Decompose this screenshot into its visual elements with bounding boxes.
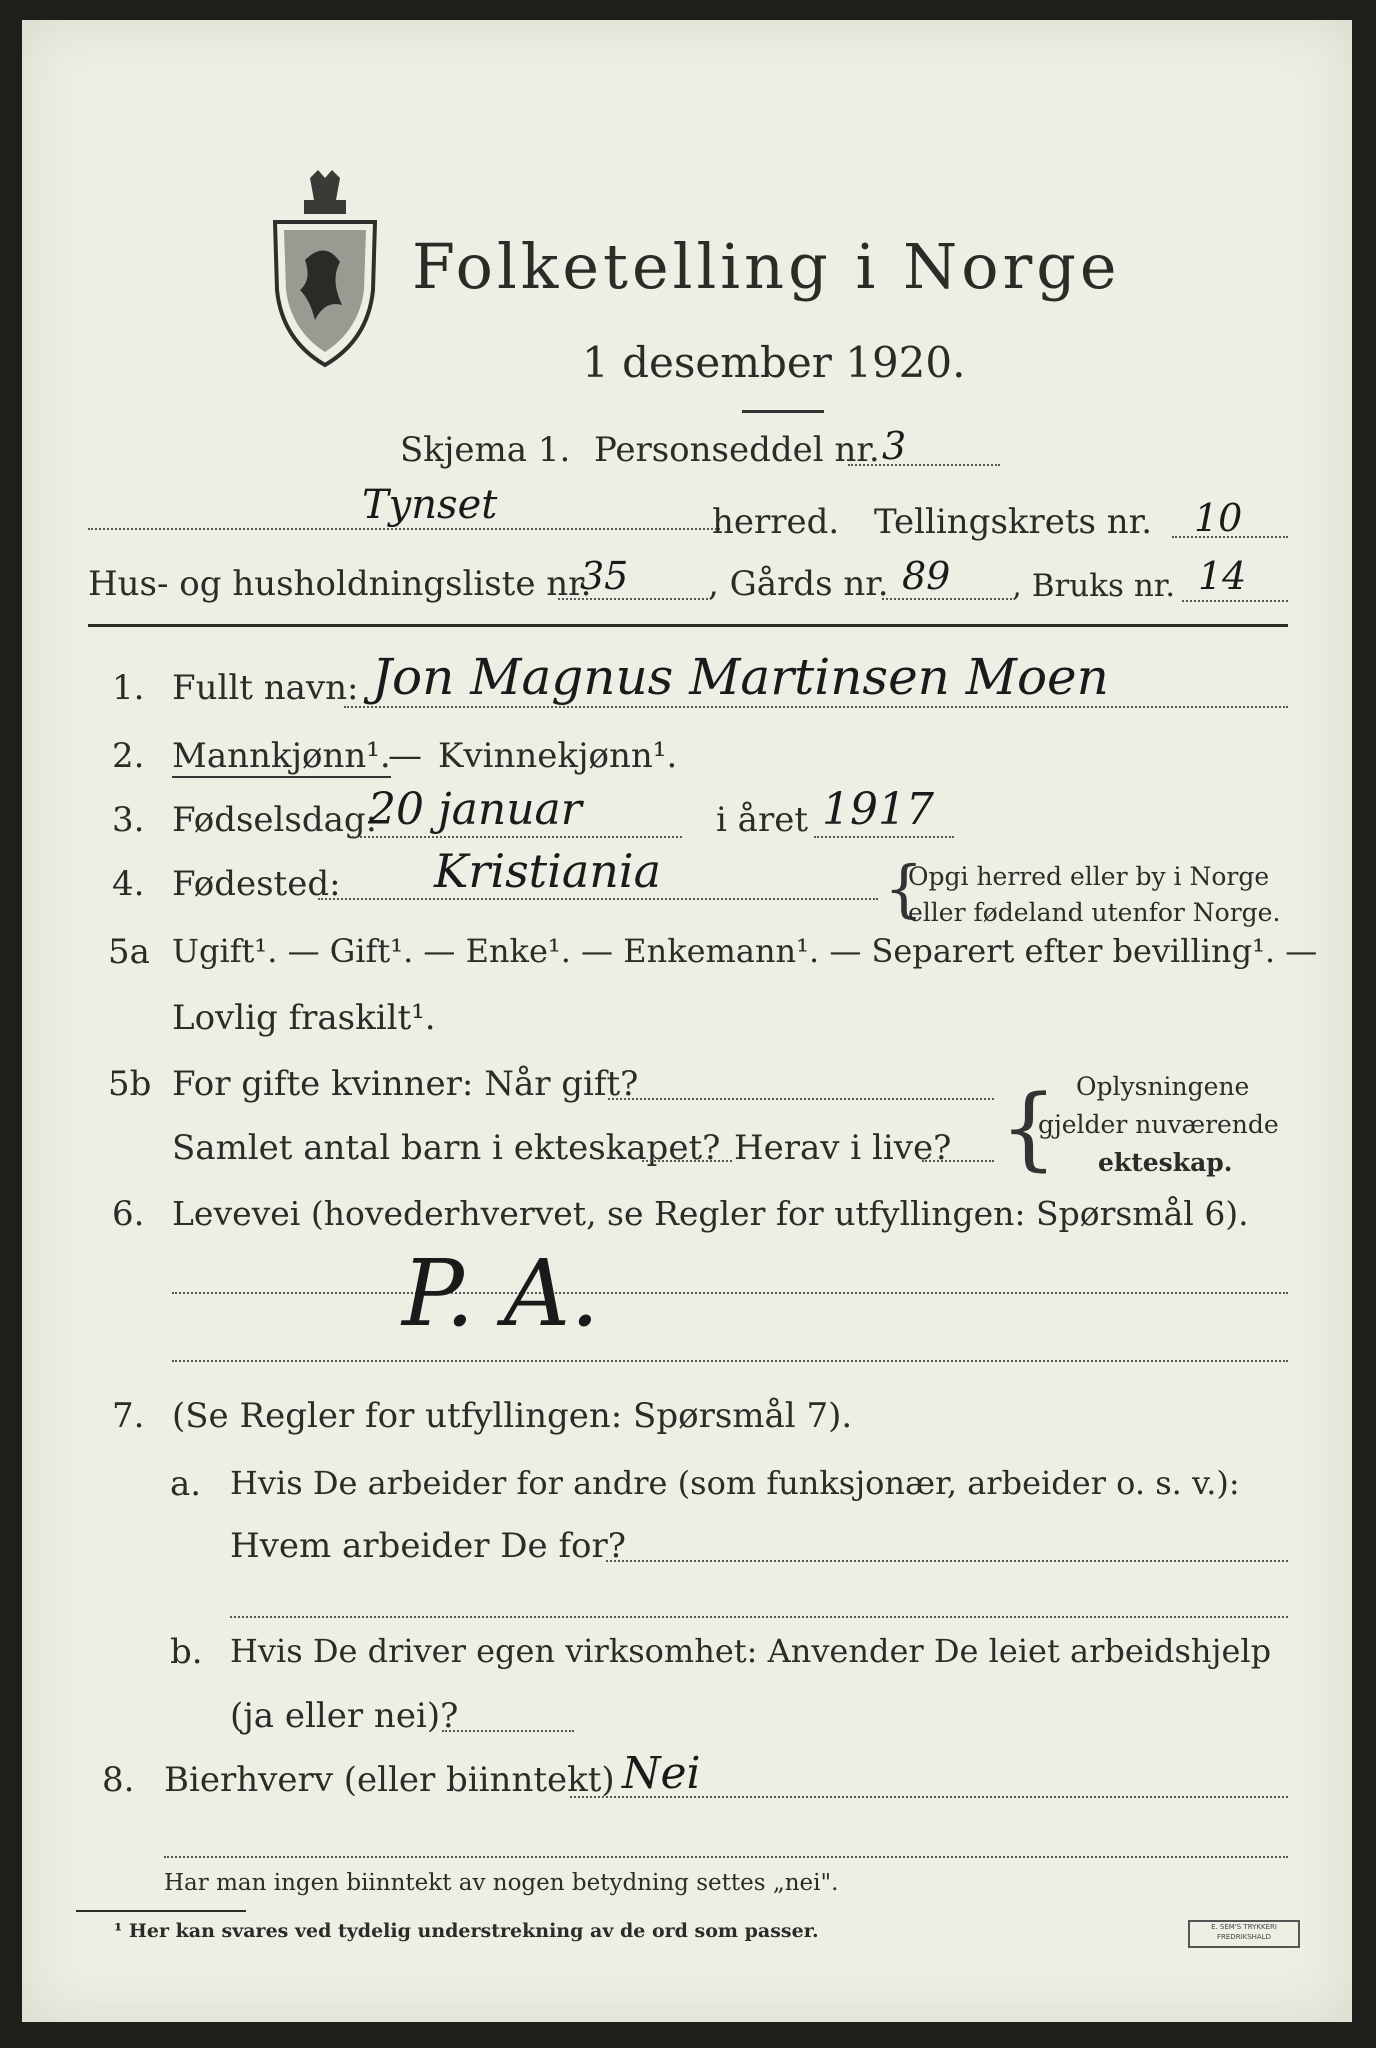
q5b-number: 5b (108, 1064, 152, 1104)
q8-value: Nei (622, 1748, 701, 1799)
q7b-number: b. (170, 1632, 203, 1672)
footer-note: Har man ingen biinntekt av nogen betydning settes „nei". (164, 1870, 839, 1896)
tellingskrets-value: 10 (1194, 496, 1243, 540)
bruks-label: , Bruks nr. (1012, 568, 1176, 604)
q1-line (344, 706, 1288, 708)
q5a-number: 5a (108, 932, 150, 972)
schema-label: Skjema 1. (400, 430, 571, 470)
q5b-line2a: Samlet antal barn i ekteskapet? (172, 1128, 721, 1168)
q3-year-line (814, 836, 954, 838)
q6-value: P. A. (402, 1240, 600, 1347)
q7a-number: a. (170, 1464, 202, 1504)
q7a-line-1 (606, 1560, 1288, 1562)
q4-line (318, 898, 878, 900)
q4-note-2: eller fødeland utenfor Norge. (908, 898, 1281, 927)
printer-stamp-text: E. SEM'S TRYKKERI FREDRIKSHALD (1211, 1923, 1277, 1941)
tellingskrets-label: Tellingskrets nr. (874, 502, 1153, 542)
q7b-line (442, 1730, 574, 1732)
q5b-brace: { (1000, 1076, 1058, 1181)
q6-number: 6. (112, 1194, 145, 1234)
q2-female: Kvinnekjønn¹. (438, 736, 678, 776)
form-title: Folketelling i Norge (412, 230, 1121, 303)
q3-year-label: i året (716, 800, 808, 840)
header-rule (88, 624, 1288, 627)
q5b-line1: For gifte kvinner: Når gift? (172, 1064, 639, 1104)
divider (742, 410, 824, 413)
personseddel-label: Personseddel nr. (594, 430, 880, 470)
q4-label: Fødested: (172, 864, 341, 904)
footnote-rule (76, 1910, 246, 1912)
q6-label: Levevei (hovederhvervet, se Regler for utfyllingen: Spørsmål 6). (172, 1194, 1249, 1233)
q5b-note-3: ekteskap. (1098, 1148, 1233, 1177)
q8-label: Bierhverv (eller biinntekt) (164, 1760, 615, 1800)
q7-label: (Se Regler for utfyllingen: Spørsmål 7). (172, 1396, 853, 1436)
q3-number: 3. (112, 800, 145, 840)
hus-label: Hus- og husholdningsliste nr. (88, 564, 592, 604)
bruks-value: 14 (1198, 554, 1247, 598)
q7b-line2: (ja eller nei)? (230, 1696, 459, 1736)
q5b-alive-line (922, 1160, 994, 1162)
bruks-line (1182, 600, 1288, 602)
q4-note-1: Opgi herred eller by i Norge (908, 862, 1270, 891)
personseddel-line (848, 464, 1000, 466)
q4-value: Kristiania (434, 844, 662, 898)
q2-number: 2. (112, 736, 145, 776)
census-form (22, 20, 1352, 2022)
gards-label: , Gårds nr. (708, 564, 889, 604)
q7a-line1: Hvis De arbeider for andre (som funksjonær, arbeider o. s. v.): (230, 1464, 1240, 1502)
gards-line (882, 598, 1012, 600)
q7a-line2: Hvem arbeider De for? (230, 1526, 626, 1566)
q4-number: 4. (112, 864, 145, 904)
q3-label: Fødselsdag: (172, 800, 378, 840)
q1-label: Fullt navn: (172, 668, 359, 708)
hus-value: 35 (580, 554, 629, 598)
q1-number: 1. (112, 668, 145, 708)
q6-line-2 (172, 1360, 1288, 1362)
footnote: ¹ Her kan svares ved tydelig understrekning av de ord som passer. (114, 1920, 819, 1942)
q5b-note-2: gjelder nuværende (1038, 1110, 1279, 1139)
herred-value: Tynset (362, 482, 498, 528)
q5b-children-line (642, 1160, 732, 1162)
personseddel-value: 3 (882, 424, 907, 468)
q3-value: 20 januar (368, 784, 582, 835)
q5b-note-1: Oplysningene (1076, 1072, 1250, 1101)
q4-brace: { (884, 852, 924, 925)
q2-male: Mannkjønn¹. (172, 736, 391, 776)
herred-label: herred. (712, 502, 840, 542)
q5b-married-line (608, 1098, 994, 1100)
q8-number: 8. (102, 1760, 135, 1800)
printer-stamp (1188, 1920, 1300, 1948)
q1-value: Jon Magnus Martinsen Moen (372, 648, 1109, 706)
q5b-line2b: Herav i live? (734, 1128, 952, 1168)
q7b-line1: Hvis De driver egen virksomhet: Anvender De leiet arbeidshjelp (230, 1632, 1272, 1670)
q7a-line-2 (230, 1616, 1288, 1618)
q5a-line2: Lovlig fraskilt¹. (172, 998, 436, 1038)
form-date: 1 desember 1920. (582, 338, 966, 387)
q7-number: 7. (112, 1396, 145, 1436)
q6-line-1 (172, 1292, 1288, 1294)
q3-year-value: 1917 (822, 784, 934, 835)
herred-line (88, 528, 720, 530)
q8-line-2 (164, 1856, 1288, 1858)
q5a-line1: Ugift¹. — Gift¹. — Enke¹. — Enkemann¹. — Separert efter bevilling¹. — (172, 932, 1318, 970)
q3-line (352, 836, 682, 838)
q2-sep: — (388, 736, 422, 776)
gards-value: 89 (902, 554, 951, 598)
hus-line (558, 598, 708, 600)
coat-of-arms-icon (270, 170, 380, 370)
